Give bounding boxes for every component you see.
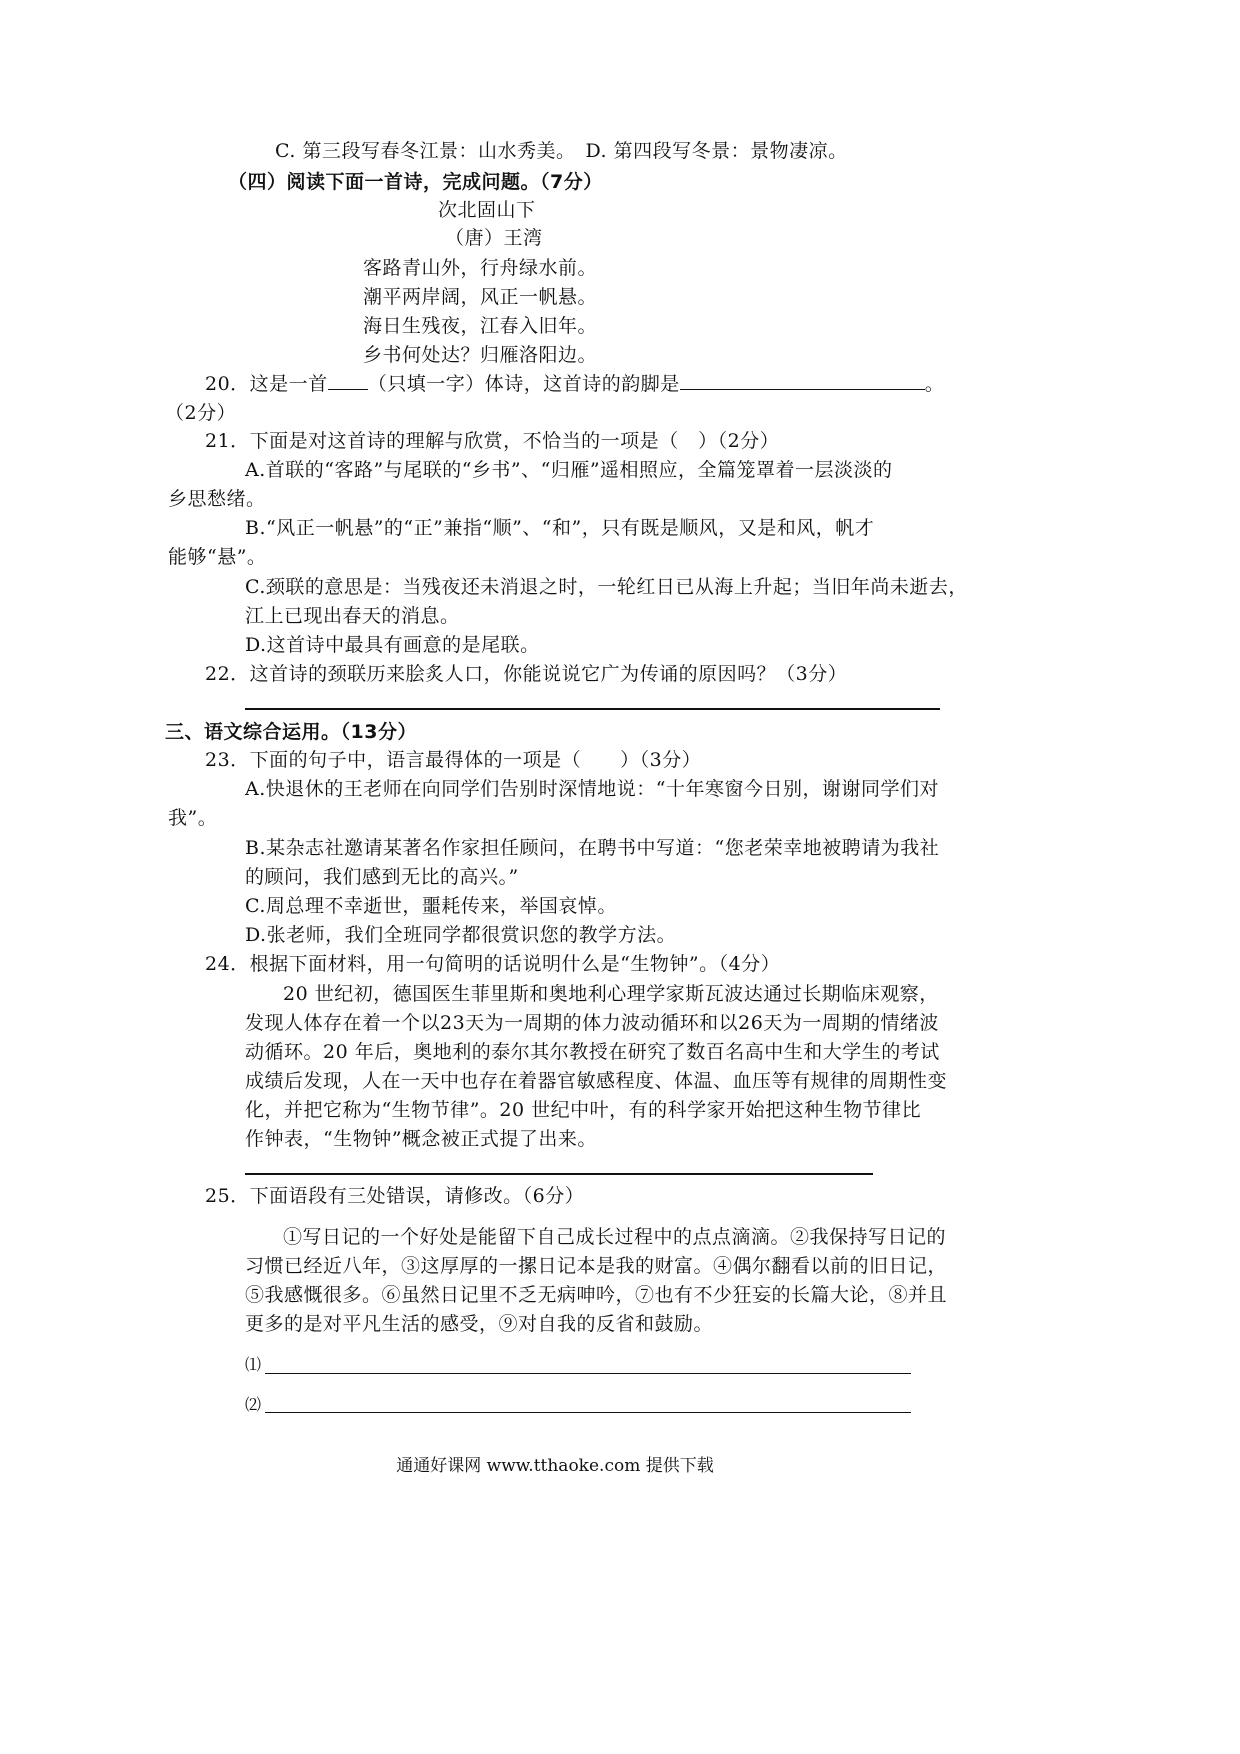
question-24-stem: 24．根据下面材料，用一句简明的话说明什么是“生物钟”。（4分） [205, 953, 781, 975]
question-21-stem: 21．下面是对这首诗的理解与欣赏，不恰当的一项是（ ）（2分） [205, 430, 780, 452]
q25-passage-3: ⑤我感慨很多。⑥虽然日记里不乏无病呻吟，⑦也有不少狂妄的长篇大论，⑧并且 [245, 1284, 948, 1306]
poem-title: 次北固山下 [438, 199, 536, 221]
q25-passage-1: ①写日记的一个好处是能留下自己成长过程中的点点滴滴。②我保持写日记的 [283, 1226, 947, 1248]
q20-score: （2分） [165, 402, 237, 424]
poem-line-3: 海日生残夜，江春入旧年。 [363, 315, 598, 337]
part4-heading: （四）阅读下面一首诗，完成问题。（7分） [228, 171, 603, 193]
poem-line-2: 潮平两岸阔，风正一帆悬。 [363, 286, 598, 308]
q21-option-a-1: A.首联的“客路”与尾联的“乡书”、“归雁”遥相照应，全篇笼罩着一层淡淡的 [245, 459, 893, 481]
q21-option-d: D.这首诗中最具有画意的是尾联。 [245, 634, 540, 656]
q21-option-a-2: 乡思愁绪。 [168, 488, 266, 510]
question-25-stem: 25．下面语段有三处错误，请修改。（6分） [205, 1185, 585, 1207]
q23-option-d: D.张老师，我们全班同学都很赏识您的教学方法。 [245, 924, 677, 946]
q21-option-b-1: B.“风正一帆悬”的“正”兼指“顺”、“和”，只有既是顺风，又是和风，帆才 [245, 517, 875, 539]
q24-passage-4: 成绩后发现，人在一天中也存在着器官敏感程度、体温、血压等有规律的周期性变 [245, 1070, 948, 1092]
q24-answer-line[interactable] [245, 1173, 873, 1175]
section-3-heading: 三、语文综合运用。（13分） [165, 721, 417, 743]
q22-answer-line[interactable] [245, 708, 940, 710]
q24-passage-6: 作钟表，“生物钟”概念被正式提了出来。 [245, 1128, 597, 1150]
q20-blank-genre[interactable] [328, 371, 368, 390]
question-22-stem: 22．这首诗的颈联历来脍炙人口，你能说说它广为传诵的原因吗？（3分） [205, 663, 848, 685]
q20-middle: （只填一字）体诗，这首诗的韵脚是 [367, 373, 680, 395]
q25-answer-line-1[interactable] [265, 1373, 911, 1374]
question-20 [205, 371, 944, 396]
q25-answer-line-2[interactable] [265, 1412, 911, 1413]
q23-option-a-2: 我”。 [168, 807, 218, 829]
part3-options-cd: C. 第三段写春冬江景：山水秀美。 D. 第四段写冬景：景物凄凉。 [275, 140, 848, 162]
q20-suffix: 。 [924, 373, 945, 395]
q25-passage-2: 习惯已经近八年，③这厚厚的一摞日记本是我的财富。④偶尔翻看以前的旧日记， [245, 1255, 948, 1277]
q21-option-c-2: 江上已现出春天的消息。 [245, 605, 460, 627]
q25-answer-2-label: ⑵ [245, 1395, 262, 1414]
q24-passage-1: 20 世纪初，德国医生菲里斯和奥地利心理学家斯瓦波达通过长期临床观察， [283, 983, 939, 1005]
q24-passage-5: 化，并把它称为“生物节律”。20 世纪中叶，有的科学家开始把这种生物节律比 [245, 1099, 922, 1121]
q23-option-b-2: 的顾问，我们感到无比的高兴。” [245, 866, 519, 888]
q20-prefix: 20．这是一首 [205, 373, 328, 395]
q23-option-c: C.周总理不幸逝世，噩耗传来，举国哀悼。 [245, 895, 617, 917]
question-23-stem: 23．下面的句子中，语言最得体的一项是（ ）（3分） [205, 749, 702, 771]
q23-option-b-1: B.某杂志社邀请某著名作家担任顾问，在聘书中写道：“您老荣幸地被聘请为我社 [245, 837, 940, 859]
q21-option-c-1: C.颈联的意思是：当残夜还未消退之时，一轮红日已从海上升起；当旧年尚未逝去， [245, 576, 968, 598]
q25-answer-1-label: ⑴ [245, 1355, 262, 1374]
poem-line-1: 客路青山外，行舟绿水前。 [363, 257, 598, 279]
q24-passage-3: 动循环。20 年后，奥地利的泰尔其尔教授在研究了数百名高中生和大学生的考试 [245, 1041, 940, 1063]
q24-passage-2: 发现人体存在着一个以23天为一周期的体力波动循环和以26天为一周期的情绪波 [245, 1012, 939, 1034]
poem-author: （唐）王湾 [445, 227, 543, 249]
q25-passage-4: 更多的是对平凡生活的感受，⑨对自我的反省和鼓励。 [245, 1313, 714, 1335]
q21-option-b-2: 能够“悬”。 [168, 546, 267, 568]
poem-line-4: 乡书何处达？归雁洛阳边。 [363, 344, 598, 366]
page-footer: 通通好课网 www.tthaoke.com 提供下载 [396, 1456, 714, 1476]
q23-option-a-1: A.快退休的王老师在向同学们告别时深情地说：“十年寒窗今日别，谢谢同学们对 [245, 778, 939, 800]
q20-blank-rhyme[interactable] [680, 371, 925, 390]
